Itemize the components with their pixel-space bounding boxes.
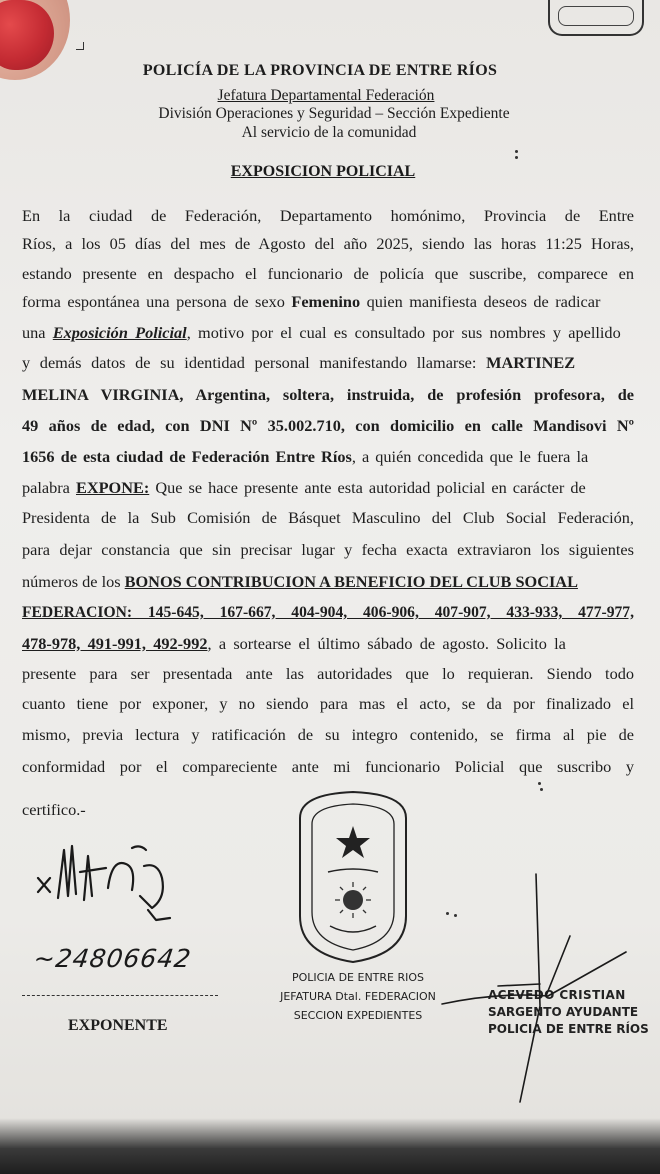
body-line: conformidad por el compareciente ante mi funcionario Policial que suscribo y	[22, 757, 634, 776]
body-line: Presidenta de la Sub Comisión de Básquet Masculino del Club Social Federación,	[22, 508, 634, 527]
police-stamp-seal	[292, 788, 414, 966]
photo-bottom-shadow	[0, 1118, 660, 1174]
stray-mark	[515, 156, 518, 159]
police-crest-icon	[548, 0, 644, 36]
body-line: 478-978, 491-991, 492-992, a sortearse el último sábado de agosto. Solicito la	[22, 634, 566, 653]
corner-mark	[76, 42, 84, 50]
stray-mark	[538, 782, 541, 785]
body-line: una Exposición Policial, motivo por el cual es consultado por sus nombres y apellido	[22, 323, 621, 342]
motto-heading: Al servicio de la comunidad	[241, 124, 417, 141]
body-line: certifico.-	[22, 800, 86, 819]
body-line: para dejar constancia que sin precisar lugar y fecha exacta extraviaron los siguientes	[22, 540, 634, 559]
body-line: Ríos, a los 05 días del mes de Agosto del año 2025, siendo las horas 11:25 Horas,	[22, 234, 634, 253]
body-line: 1656 de esta ciudad de Federación Entre Ríos, a quién concedida que le fuera la	[22, 447, 589, 466]
stray-mark	[515, 150, 518, 153]
jefatura-heading: Jefatura Departamental Federación	[217, 87, 435, 104]
body-line: y demás datos de su identidad personal manifestando llamarse: MARTINEZ	[22, 353, 576, 372]
handwritten-dni: ~24806642	[31, 944, 194, 973]
exponent-label: EXPONENTE	[68, 1017, 168, 1034]
institution-heading: POLICÍA DE LA PROVINCIA DE ENTRE RÍOS	[142, 62, 498, 79]
document-title: EXPOSICION POLICIAL	[230, 163, 416, 180]
body-line: MELINA VIRGINIA, Argentina, soltera, instruida, de profesión profesora, de	[22, 385, 634, 404]
body-line: cuanto tiene por exponer, y no siendo para mas el acto, se da por finalizado el	[22, 694, 634, 713]
body-line: estando presente en despacho el funcionario de policía que suscribe, comparece en	[22, 264, 634, 283]
body-line: forma espontánea una persona de sexo Femenino quien manifiesta deseos de radicar	[22, 292, 601, 311]
body-line: FEDERACION: 145-645, 167-667, 404-904, 406-906, 407-907, 433-933, 477-977,	[22, 604, 634, 621]
officer-rank: SARGENTO AYUDANTE	[488, 1005, 639, 1019]
officer-signature	[438, 866, 638, 1106]
body-line: presente para ser presentada ante las autoridades que lo requieran. Siendo todo	[22, 664, 634, 683]
body-line: mismo, previa lectura y ratificación de su integro contenido, se firma al pie de	[22, 725, 634, 744]
officer-name: ACEVEDO CRISTIAN	[488, 988, 626, 1002]
body-line: En la ciudad de Federación, Departamento homónimo, Provincia de Entre	[22, 206, 634, 225]
stamp-line: JEFATURA Dtal. FEDERACION	[280, 990, 436, 1003]
body-line: palabra EXPONE: Que se hace presente ante esta autoridad policial en carácter de	[22, 478, 586, 497]
body-line: números de los BONOS CONTRIBUCION A BENEFICIO DEL CLUB SOCIAL	[22, 572, 578, 591]
exponent-signature	[28, 838, 188, 930]
officer-org: POLICIA DE ENTRE RÍOS	[488, 1022, 649, 1036]
signature-line	[22, 995, 218, 996]
division-heading: División Operaciones y Seguridad – Sección Expediente	[158, 105, 510, 122]
body-line: 49 años de edad, con DNI Nº 35.002.710, con domicilio en calle Mandisovi Nº	[22, 416, 634, 435]
stamp-line: POLICIA DE ENTRE RIOS	[291, 971, 425, 984]
stamp-line: SECCION EXPEDIENTES	[293, 1009, 423, 1022]
stray-mark	[540, 788, 543, 791]
